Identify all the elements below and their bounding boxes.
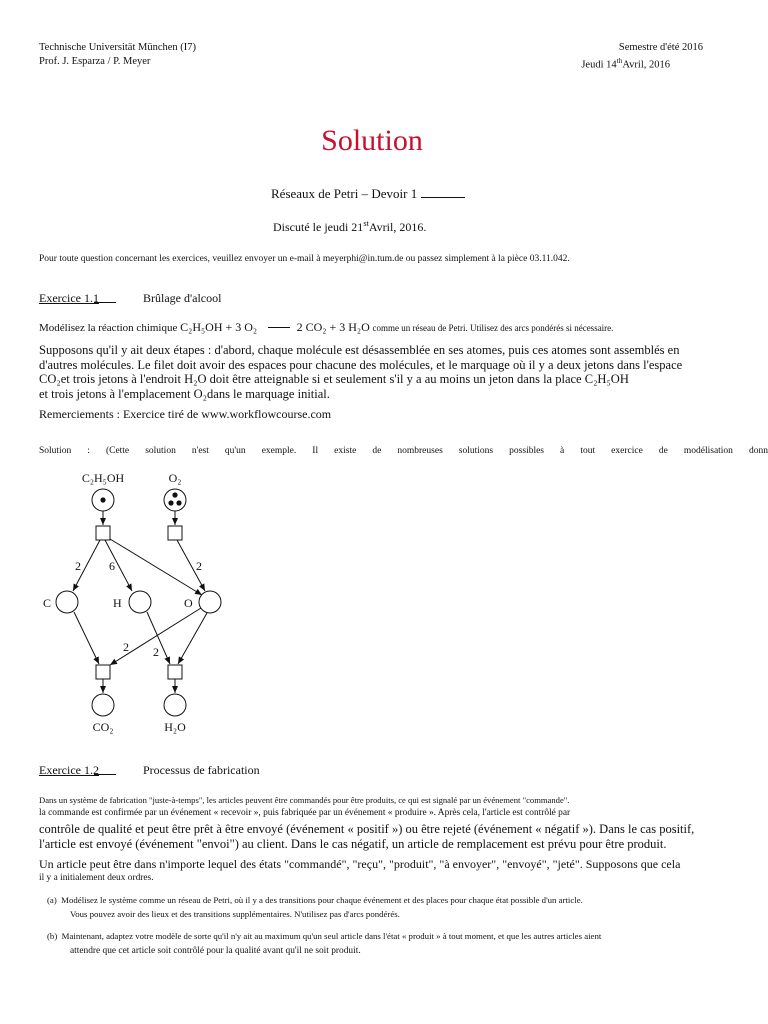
- transition-t1: [96, 526, 110, 540]
- contact-line: Pour toute question concernant les exercices, veuillez envoyer un e-mail à meyerphi@in.tum.de ou passez simplement à la pièce 03.11.042.: [39, 254, 570, 264]
- label-co2: CO₂: [92, 720, 114, 734]
- token-oxygen-3: [176, 500, 181, 505]
- header-date: Jeudi 14thAvril, 2016: [581, 56, 670, 71]
- weight-c: 2: [75, 559, 81, 573]
- exercise-2-underline: [94, 774, 116, 775]
- weight-h: 6: [109, 559, 115, 573]
- exercise-1-title: Brûlage d'alcool: [143, 291, 222, 305]
- question-b: (b) Maintenant, adaptez votre modèle de sorte qu'il n'y ait au maximum qu'un seul article dans l'état « produit » à tout moment, et que les autres articles aient: [47, 931, 602, 941]
- arc-t1-o: [110, 539, 202, 595]
- header-semester: Semestre d'été 2016: [618, 42, 703, 53]
- exercise-1-label: Exercice 1.1: [39, 291, 99, 305]
- exercise-2-line-2: la commande est confirmée par un événement « recevoir », puis fabriquée par un événement « produire ». Après cela, l'article est contrôlé par: [39, 808, 571, 818]
- label-c: C: [43, 596, 52, 610]
- place-h: [129, 591, 151, 613]
- exercise-1-thanks: Remerciements : Exercice tiré de www.workflowcourse.com: [39, 407, 332, 421]
- exercise-2-label: Exercice 1.2: [39, 763, 99, 777]
- label-h2o: H₂O: [164, 720, 186, 734]
- weight-co2-o: 2: [123, 640, 129, 654]
- exercise-1-solution: Solution : (Cette solution n'est qu'un exemple. Il existe de nombreuses solutions possibles à tout exercice de modélisation donn: [39, 446, 768, 456]
- place-h2o: [164, 694, 186, 716]
- question-a: (a) Modélisez le système comme un réseau de Petri, où il y a des transitions pour chaque événement et des places pour chaque état possible d'un article.: [47, 895, 583, 905]
- subtitle: Réseaux de Petri – Devoir 1: [271, 186, 465, 202]
- exercise-1-underline: [94, 302, 116, 303]
- transition-t2: [168, 526, 182, 540]
- place-o: [199, 591, 221, 613]
- token-oxygen-2: [168, 500, 173, 505]
- place-co2: [92, 694, 114, 716]
- discussed-date: Discuté le jeudi 21stAvril, 2016.: [273, 219, 427, 234]
- petri-net-diagram: [30, 465, 250, 740]
- place-oxygen: [164, 489, 186, 511]
- exercise-1-text: Supposons qu'il y ait deux étapes : d'abord, chaque molécule est désassemblée en ses atomes, puis ces atomes sont assemblés en d'autres molécules. Le filet doit avoir des espaces pour chacune des molécules, et le marquage où il y a deux jetons dans l'espace CO₂et trois jetons à l'endroit H₂O doit être atteignable si et seulement s'il y a au moins un jeton dans la place C₂H₅OH et trois jetons à l'emplacement O₂dans le marquage initial.: [39, 343, 683, 401]
- arc-c-t3: [74, 612, 99, 664]
- label-ethanol: C₂H₅OH: [81, 471, 125, 485]
- label-oxygen: O₂: [168, 471, 182, 485]
- question-b-line-2: attendre que cet article soit contrôlé pour la qualité avant qu'il ne soit produit.: [70, 946, 361, 956]
- token-oxygen-1: [172, 492, 177, 497]
- weight-o: 2: [196, 559, 202, 573]
- exercise-2-title: Processus de fabrication: [143, 763, 260, 777]
- exercise-2-line-1: Dans un système de fabrication "juste-à-temps", les articles peuvent être commandés pour être produits, ce qui est signalé par un événement "commande".: [39, 795, 570, 805]
- exercise-2-line-6: il y a initialement deux ordres.: [39, 873, 154, 883]
- header-professors: Prof. J. Esparza / P. Meyer: [39, 56, 151, 67]
- label-o: O: [184, 596, 193, 610]
- label-h: H: [113, 596, 122, 610]
- weight-h2o-h: 2: [153, 645, 159, 659]
- question-a-line-2: Vous pouvez avoir des lieux et des transitions supplémentaires. N'utilisez pas d'arcs pondérés.: [70, 909, 400, 919]
- arrow-icon: [268, 327, 290, 328]
- exercise-2-line-5: Un article peut être dans n'importe lequel des états "commandé", "reçu", "produit", "à envoyer", "envoyé", "jeté". Supposons que cela: [39, 857, 681, 871]
- token-ethanol: [100, 497, 105, 502]
- transition-t3: [96, 665, 110, 679]
- exercise-2-text: contrôle de qualité et peut être prêt à être envoyé (événement « positif ») ou être rejeté (événement « négatif »). Dans le cas positif, l'article est envoyé (événement "envoi") au client. Dans le cas négatif, un article de remplacement est prévu pour être produit.: [39, 822, 695, 851]
- header-university: Technische Universität München (I7): [39, 42, 197, 53]
- exercise-1-instruction: Modélisez la réaction chimique C₂H₅OH + 3 O₂ 2 CO₂ + 3 H₂O comme un réseau de Petri. Utilisez des arcs pondérés si nécessaire.: [39, 320, 614, 334]
- transition-t4: [168, 665, 182, 679]
- arc-o-t4: [178, 613, 207, 664]
- place-c: [56, 591, 78, 613]
- page-title: Solution: [321, 124, 423, 157]
